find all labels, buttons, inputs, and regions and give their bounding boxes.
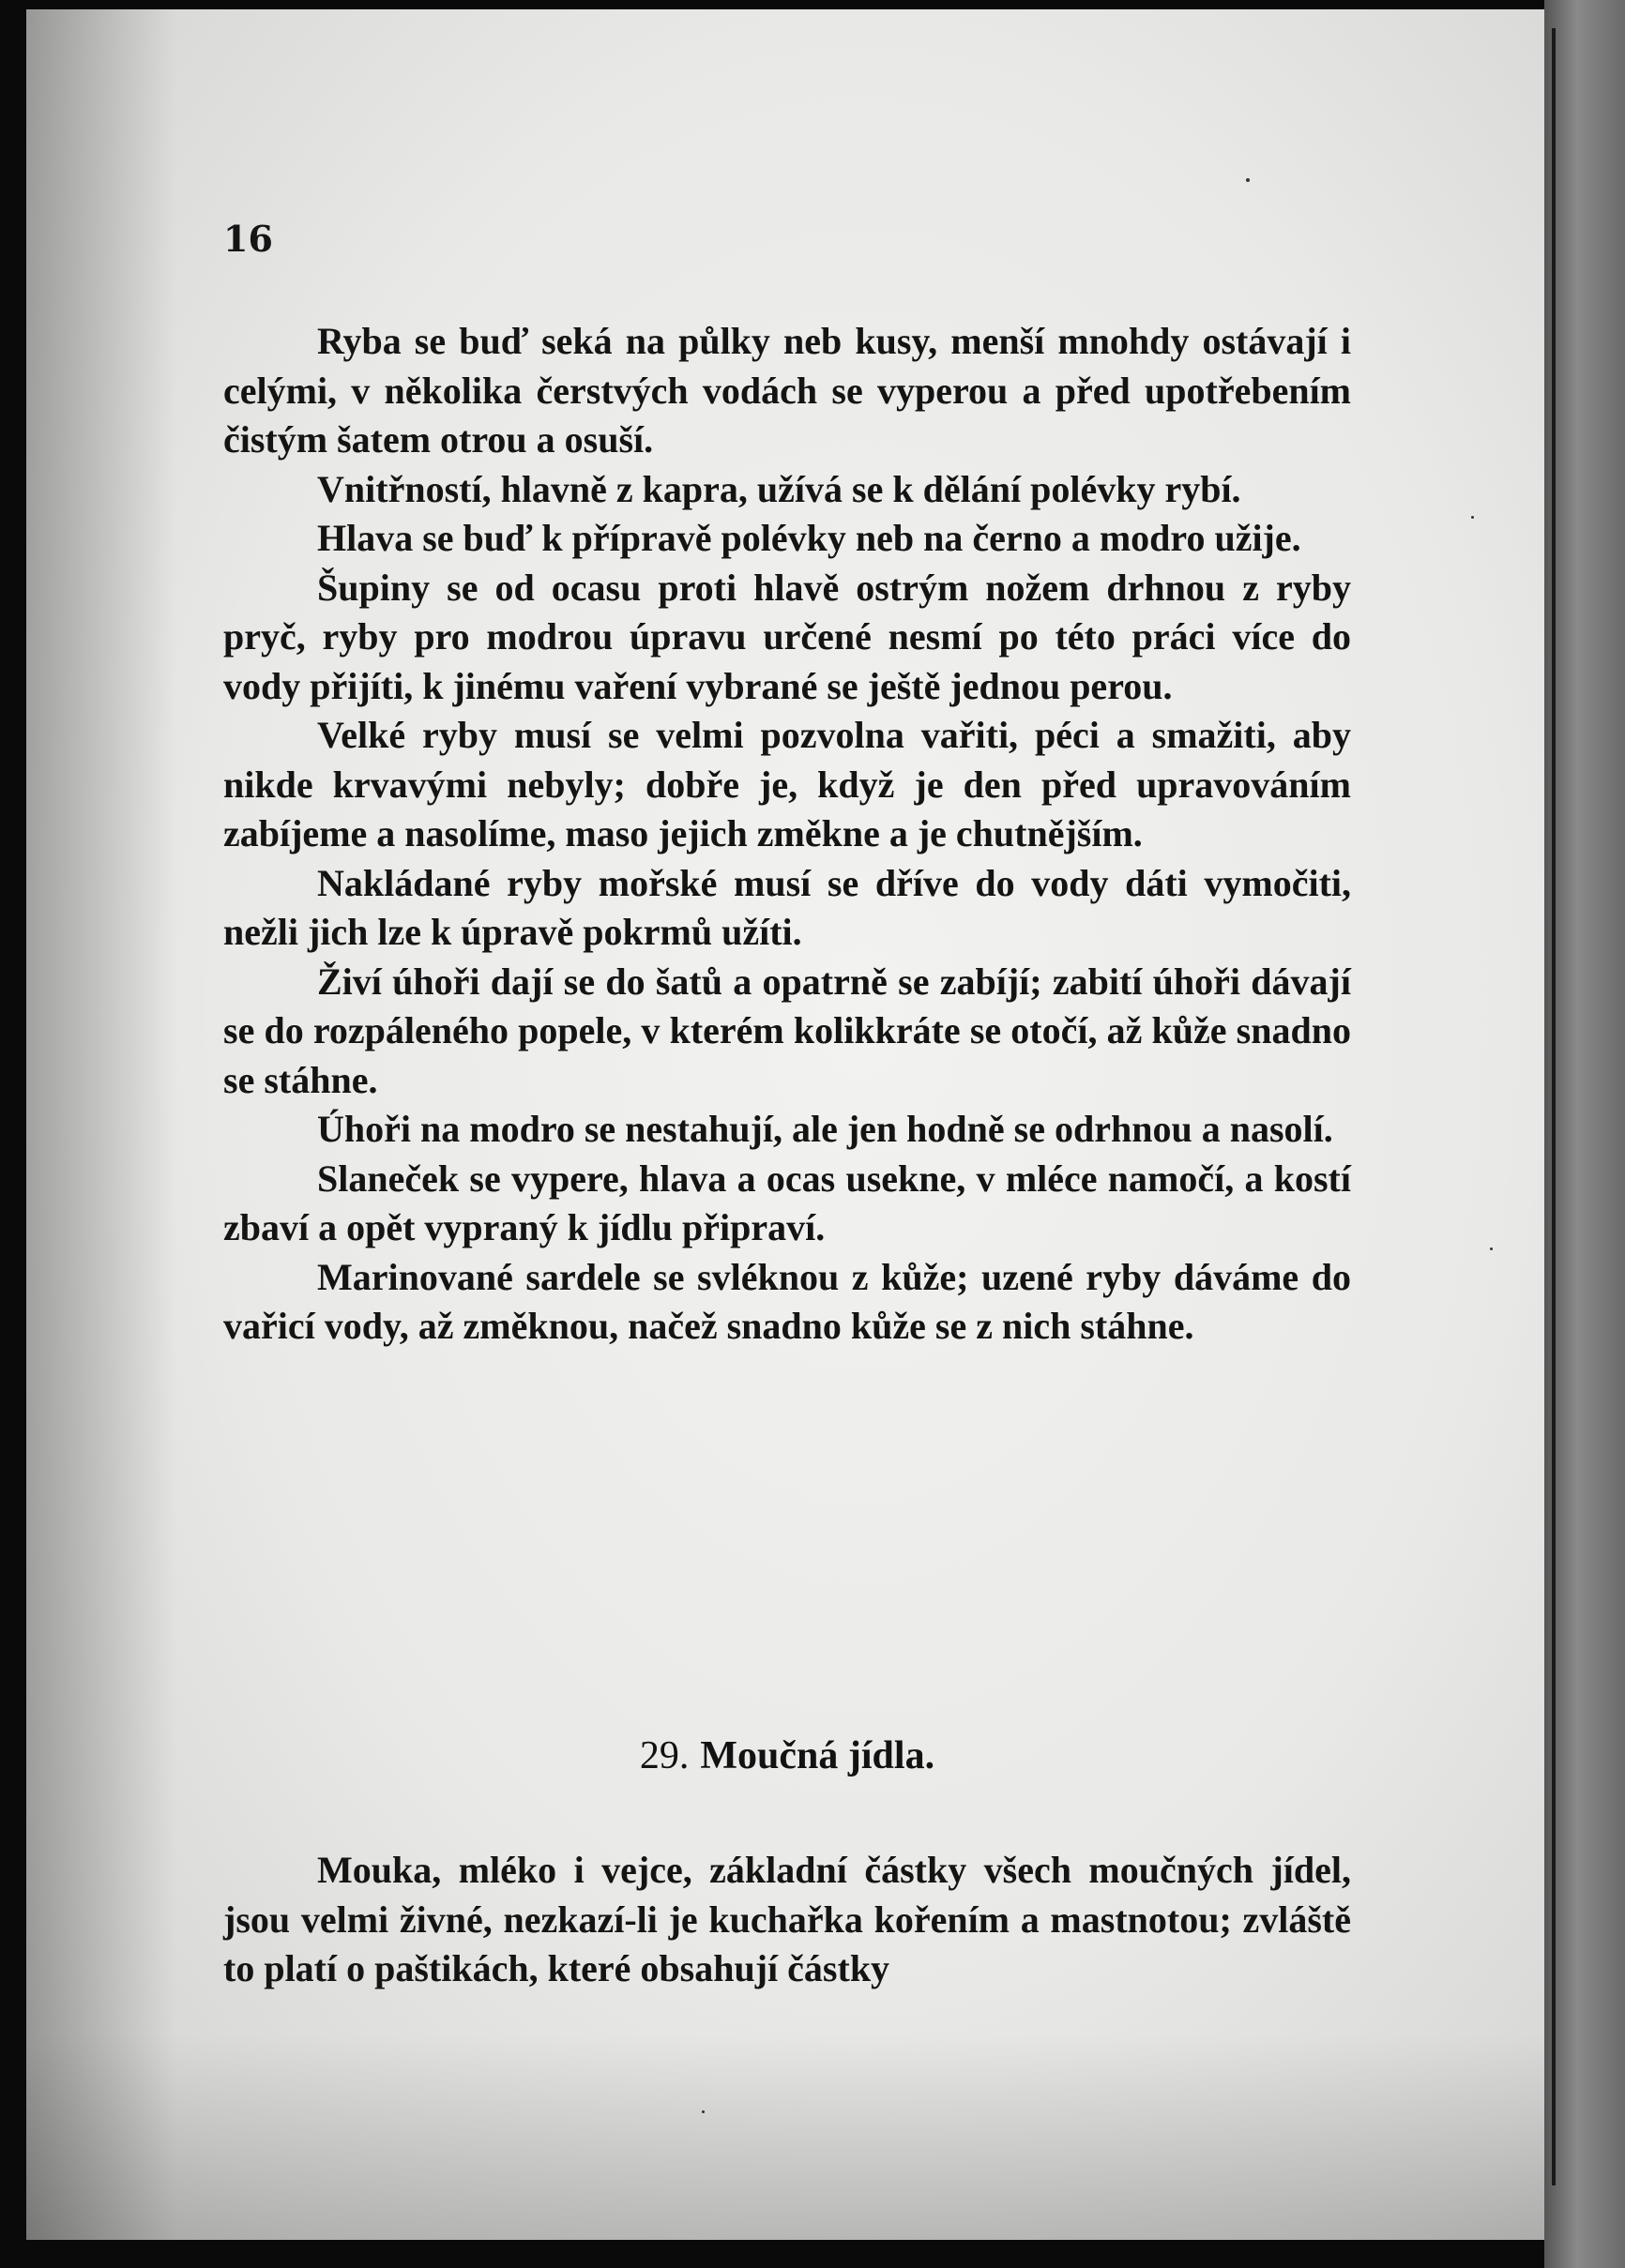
- paragraph: Ryba se buď seká na půlky neb kusy, menší mnohdy ostávají i celými, v několika čerstvých vodách se vyperou a před upotřebením čistým šatem otrou a osuší.: [223, 320, 1351, 461]
- paragraph: Marinované sardele se svléknou z kůže; uzené ryby dáváme do vařicí vody, až změknou, načež snadno kůže se z nich stáhne.: [223, 1255, 1351, 1347]
- paragraph: Hlava se buď k přípravě polévky neb na černo a modro užije.: [317, 517, 1301, 559]
- section-heading: [223, 1733, 1351, 1778]
- paragraph: Úhoři na modro se nestahují, ale jen hodně se odrhnou a nasolí.: [317, 1108, 1333, 1150]
- section-title: Moučná jídla.: [700, 1734, 935, 1777]
- paper-speck: [1246, 178, 1250, 182]
- page-edge-line: [1552, 28, 1556, 2185]
- page-edge-shadow: [1544, 0, 1625, 2268]
- body-text: [223, 317, 1351, 1352]
- section-number: 29.: [639, 1734, 690, 1777]
- paragraph: Slaneček se vypere, hlava a ocas usekne, v mléce namočí, a kostí zbaví a opět vypraný k jídlu připraví.: [223, 1157, 1351, 1248]
- paper-speck: [1471, 516, 1474, 519]
- paper-speck: [702, 2110, 705, 2113]
- paragraph: Šupiny se od ocasu proti hlavě ostrým nožem drhnou z ryby pryč, ryby pro modrou úpravu určené nesmí po této práci více do vody přijíti, k jinému vaření vybrané se ještě jednou perou.: [223, 566, 1351, 707]
- paper-speck: [1490, 1247, 1493, 1250]
- paragraph: Vnitřností, hlavně z kapra, užívá se k dělání polévky rybí.: [317, 467, 1241, 510]
- paragraph: Mouka, mléko i vejce, základní částky všech moučných jídel, jsou velmi živné, nezkazí-li je kuchařka kořením a mastnotou; zvláště to platí o paštikách, které obsahují částky: [223, 1849, 1351, 1989]
- section-body-text: [223, 1846, 1351, 1994]
- page-number: 16: [223, 218, 273, 260]
- paragraph: Živí úhoři dají se do šatů a opatrně se zabíjí; zabití úhoři dávají se do rozpáleného popele, v kterém kolikkráte se otočí, až kůže snadno se stáhne.: [223, 960, 1351, 1101]
- paragraph: Nakládané ryby mořské musí se dříve do vody dáti vymočiti, nežli jich lze k úpravě pokrmů užíti.: [223, 861, 1351, 953]
- paragraph: Velké ryby musí se velmi pozvolna vařiti, péci a smažiti, aby nikde krvavými nebyly; dobře je, když je den před upravováním zabíjeme a nasolíme, maso jejich změkne a je chutnějším.: [223, 714, 1351, 854]
